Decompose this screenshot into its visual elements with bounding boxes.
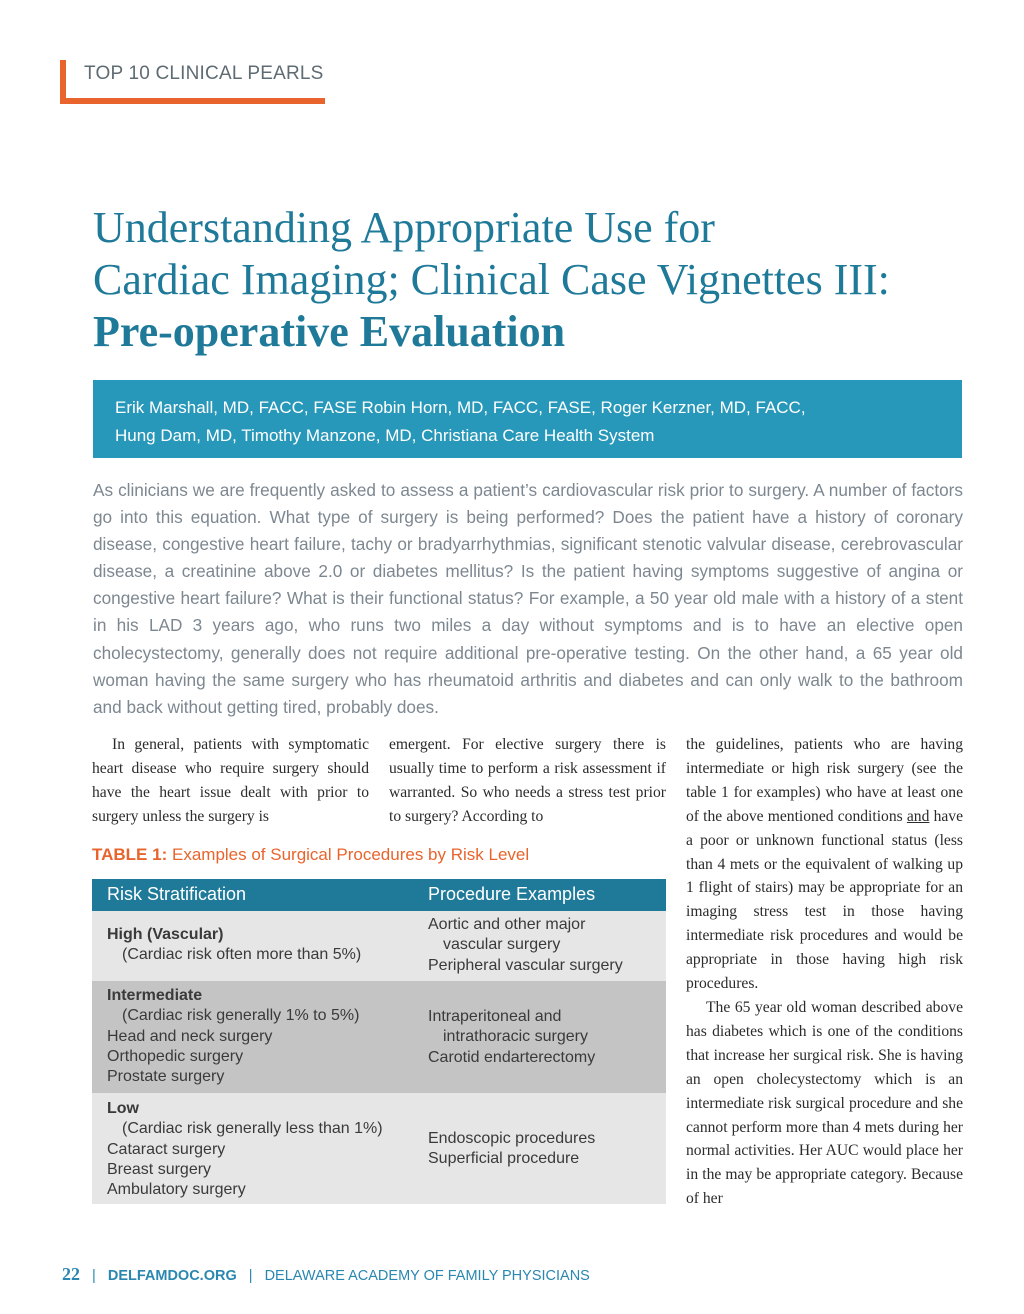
table-row-low: [92, 1093, 666, 1204]
table-header-risk: Risk Stratification: [107, 884, 247, 904]
authors-line-1: Erik Marshall, MD, FACC, FASE Robin Horn, MD, FACC, FASE, Roger Kerzner, MD, FACC,: [115, 398, 806, 417]
example-high-2: vascular surgery: [443, 936, 561, 954]
page-footer: [62, 1264, 590, 1285]
examples-cell-intermediate: [428, 1007, 595, 1068]
article-title: [93, 202, 973, 358]
table-caption-text: Examples of Surgical Procedures by Risk Level: [171, 845, 530, 864]
authors-band: [93, 380, 962, 458]
example-low-2: Superficial procedure: [428, 1150, 580, 1168]
page-number: 22: [62, 1264, 80, 1284]
body-col3-text-a: the guidelines, patients who are having intermediate or high risk surgery (see the table 1 for examples) who have at least one of the above mentioned conditions: [686, 736, 963, 825]
example-intermediate-1: Intraperitoneal and: [428, 1008, 562, 1025]
risk-cell-intermediate: [107, 986, 359, 1087]
examples-cell-low: [428, 1129, 595, 1170]
risk-item-intermediate-1: Head and neck surgery: [107, 1027, 273, 1045]
body-col3-paragraph-2: The 65 year old woman described above has diabetes which is one of the conditions that increase her surgical risk. She is having an open cholecystectomy which is an intermediate risk surgical procedure and she cannot perform more than 4 mets during her normal activities. Her AUC would place her in the may be appropriate category. Because of her: [686, 998, 963, 1208]
authors-line-2: Hung Dam, MD, Timothy Manzone, MD, Christiana Care Health System: [115, 426, 655, 445]
risk-note-low: (Cardiac risk generally less than 1%): [122, 1120, 383, 1138]
example-high-3: Peripheral vascular surgery: [428, 956, 623, 974]
section-tag-label: TOP 10 CLINICAL PEARLS: [84, 63, 324, 84]
risk-level-low: Low: [107, 1100, 139, 1117]
footer-site-link[interactable]: DELFAMDOC.ORG: [107, 1268, 237, 1284]
title-line-1: Understanding Appropriate Use for: [93, 203, 715, 252]
risk-cell-high: [107, 925, 361, 966]
examples-cell-high: [428, 915, 623, 976]
risk-item-low-2: Breast surgery: [107, 1160, 212, 1178]
body-column-1: [92, 733, 369, 829]
risk-cell-low: [107, 1099, 383, 1200]
risk-item-low-1: Cataract surgery: [107, 1140, 226, 1158]
footer-separator-2: |: [248, 1268, 253, 1284]
risk-level-intermediate: Intermediate: [107, 987, 203, 1004]
risk-table: [92, 879, 666, 1204]
risk-note-high: (Cardiac risk often more than 5%): [122, 946, 362, 964]
risk-item-intermediate-2: Orthopedic surgery: [107, 1047, 244, 1065]
body-col3-and: and: [906, 807, 930, 825]
table-caption: [92, 845, 529, 865]
example-intermediate-2: intrathoracic surgery: [443, 1028, 588, 1046]
risk-note-intermediate: (Cardiac risk generally 1% to 5%): [122, 1007, 360, 1025]
risk-item-low-3: Ambulatory surgery: [107, 1181, 246, 1199]
intro-paragraph: As clinicians we are frequently asked to assess a patient’s cardiovascular risk prior to surgery. A number of factors go into this equation. What type of surgery is being performed? Does the patient have a history of coronary disease, congestive heart failure, tachy or bradyarrhythmias, significant stenotic valvular disease, cerebrovascular disease, a creatinine above 2.0 or diabetes mellitus? Is the patient having symptoms suggestive of angina or congestive heart failure? What is their functional status? For example, a 50 year old male with a history of a stent in his LAD 3 years ago, who runs two miles a day without symptoms and is to have an elective open cholecystectomy, generally does not require additional pre-operative testing. On the other hand, a 65 year old woman having the same surgery who has rheumatoid arthritis and diabetes and can only walk to the bathroom and back without getting tired, probably does.: [93, 480, 963, 717]
table-row-high: [92, 911, 666, 981]
body-column-3: [686, 733, 963, 1211]
table-header-row: [92, 879, 666, 911]
table-row-intermediate: [92, 981, 666, 1093]
risk-level-high: High (Vascular): [107, 926, 224, 943]
example-high-1: Aortic and other major: [428, 916, 586, 933]
body-column-2: [389, 733, 666, 829]
title-line-3: Pre-operative Evaluation: [93, 307, 566, 356]
example-low-1: Endoscopic procedures: [428, 1130, 596, 1147]
body-col1-text: In general, patients with symptomatic heart disease who require surgery should have the heart issue dealt with prior to surgery unless the surgery is: [92, 736, 369, 825]
footer-org-name: DELAWARE ACADEMY OF FAMILY PHYSICIANS: [264, 1268, 590, 1284]
table-header-examples: Procedure Examples: [428, 884, 596, 904]
title-line-2: Cardiac Imaging; Clinical Case Vignettes III:: [93, 255, 890, 304]
footer-separator-1: |: [92, 1268, 96, 1284]
body-col3-paragraph-1: [686, 733, 963, 996]
section-tag: [60, 60, 325, 104]
example-intermediate-3: Carotid endarterectomy: [428, 1048, 596, 1066]
risk-item-intermediate-3: Prostate surgery: [107, 1068, 225, 1086]
body-col2-text: emergent. For elective surgery there is usually time to perform a risk assessment if warranted. So who needs a stress test prior to surgery? According to: [389, 736, 666, 825]
body-col3-text-b: have a poor or unknown functional status (less than 4 mets or the equivalent of walking up 1 flight of stairs) may be appropriate for an imaging stress test in those having intermediate risk procedures and would be appropriate in those having high risk procedures.: [686, 807, 964, 993]
table-caption-label: TABLE 1:: [92, 845, 168, 864]
